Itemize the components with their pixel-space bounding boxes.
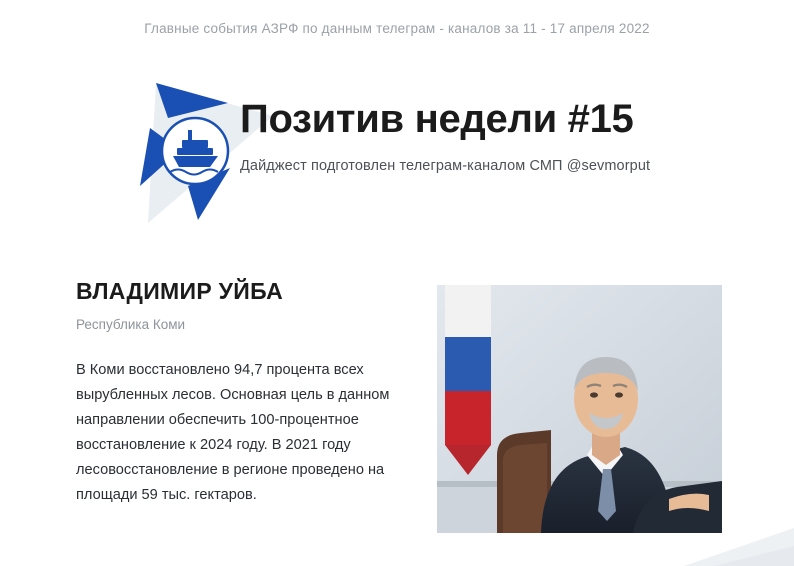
banner-text: Главные события АЗРФ по данным телеграм - каналов за 11 - 17 апреля 2022 [144,20,650,36]
header-block [0,60,794,235]
article-text-column [76,278,406,509]
page-subtitle: Дайджест подготовлен телеграм-каналом СМП @sevmorput [240,158,651,174]
page-title: Позитив недели #15 [240,97,634,141]
header-text [240,98,760,174]
article-body: В Коми восстановлено 94,7 процента всех вырубленных лесов. Основная цель в данном направлении обеспечить 100-процентное восстановление к 2024 году. В 2021 году лесовосстановление в регионе проведено на площади 59 тыс. гектаров. [76,362,390,504]
person-region: Республика Коми [76,317,186,332]
article-section [0,258,794,548]
person-name: ВЛАДИМИР УЙБА [76,278,283,304]
portrait-image [437,285,722,533]
top-banner [0,0,794,56]
person-photo [437,285,722,533]
